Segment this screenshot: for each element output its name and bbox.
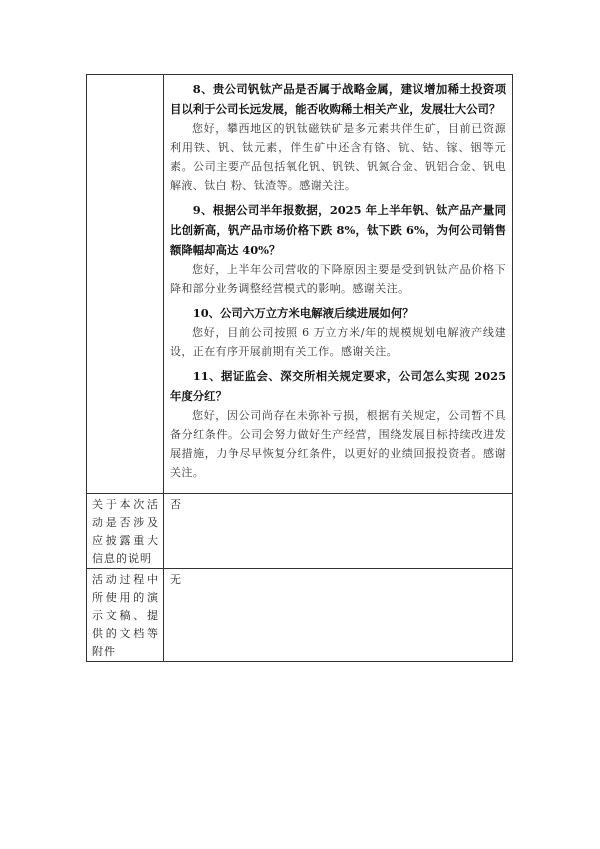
- disclosure-label: 关于本次活动是否涉及应披露重大信息的说明: [87, 494, 164, 569]
- qa-label-cell: [87, 75, 164, 494]
- attachments-row: [87, 569, 513, 662]
- answer-text: 您好，攀西地区的钒钛磁铁矿是多元素共伴生矿，目前已资源利用铁、钒、钛元素，伴生矿中还含有铬、钪、钴、镓、铟等元素。公司主要产品包括氧化钒、钒铁、钒氮合金、钒铝合金、钒电解液、钛白 粉、钛渣等。感谢关注。: [170, 122, 506, 192]
- investor-relations-table: [86, 74, 513, 662]
- question-text: 11、据证监会、深交所相关规定要求，公司怎么实现 2025 年度分红？: [170, 369, 506, 403]
- qa-item-9: [170, 200, 506, 298]
- answer-text: 您好，因公司尚存在未弥补亏损，根据有关规定，公司暂不具备分红条件。公司会努力做好生产经营，围绕发展目标持续改进发展措施，力争尽早恢复分红条件，以更好的业绩回报投资者。感谢关注。: [170, 409, 506, 479]
- qa-content-cell: [164, 75, 513, 494]
- qa-item-8: [170, 79, 506, 195]
- attachments-value: 无: [164, 569, 513, 662]
- answer-text: 您好，上半年公司营收的下降原因主要是受到钒钛产品价格下降和部分业务调整经营模式的影响。感谢关注。: [170, 263, 506, 295]
- qa-item-10: [170, 303, 506, 361]
- question-text: 9、根据公司半年报数据，2025 年上半年钒、钛产品产量同比创新高，钒产品市场价格下跌 8%，钛下跌 6%，为何公司销售额降幅却高达 40%？: [170, 203, 506, 257]
- question-text: 10、公司六万立方米电解液后续进展如何？: [192, 306, 414, 320]
- answer-text: 您好，目前公司按照 6 万立方米/年的规模规划电解液产线建设，正在有序开展前期有关工作。感谢关注。: [170, 326, 506, 358]
- attachments-label: 活动过程中所使用的演示文稿、提供的文档等附件: [87, 569, 164, 662]
- qa-item-11: [170, 366, 506, 482]
- qa-row: [87, 75, 513, 494]
- disclosure-row: [87, 494, 513, 569]
- question-text: 8、贵公司钒钛产品是否属于战略金属，建议增加稀土投资项目以利于公司长远发展，能否收购稀土相关产业，发展壮大公司？: [170, 82, 506, 116]
- disclosure-value: 否: [164, 494, 513, 569]
